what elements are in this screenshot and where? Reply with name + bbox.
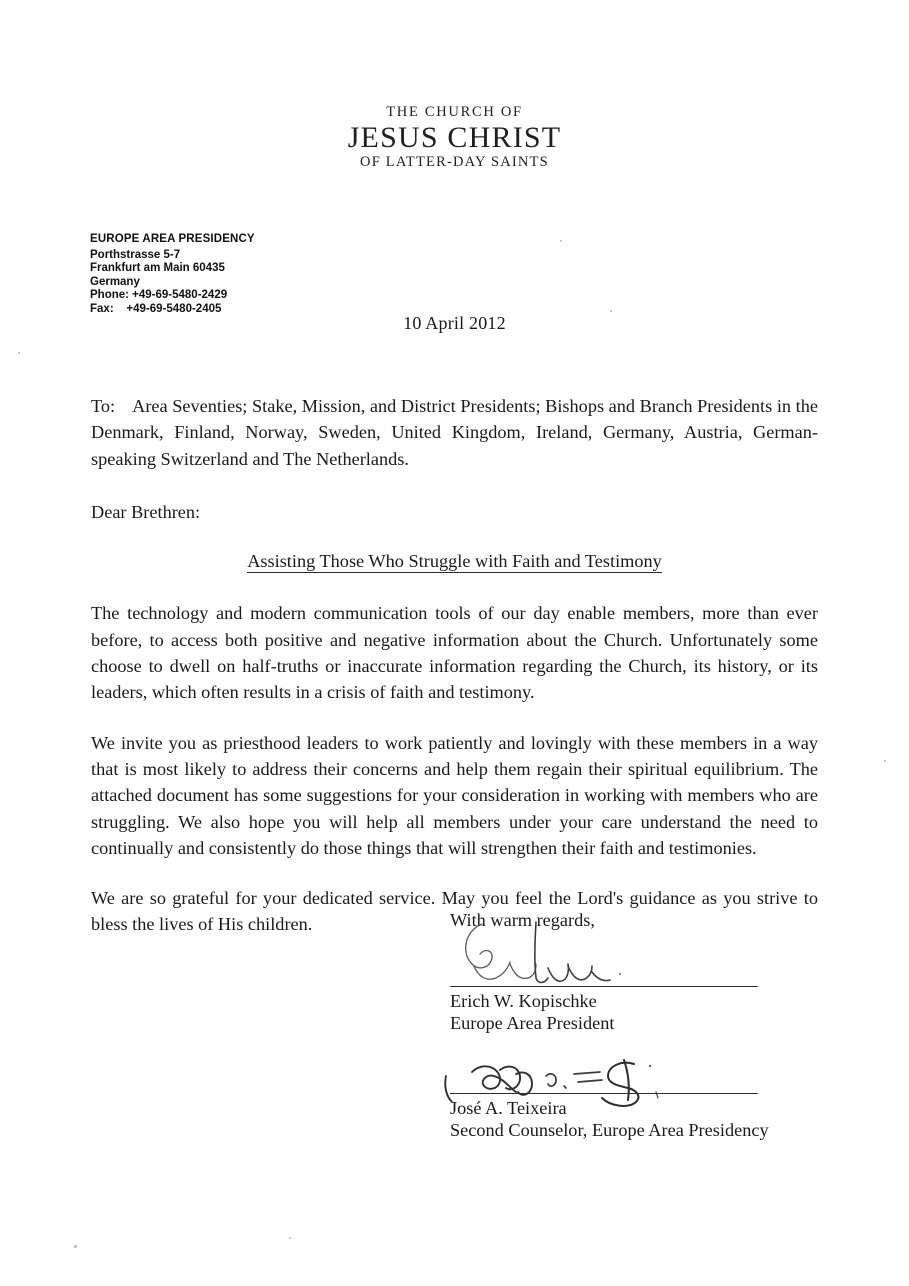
address-country: Germany: [90, 275, 140, 288]
scan-speckle: [74, 1245, 77, 1248]
subject-heading: [91, 525, 818, 579]
signatory-title: Europe Area President: [450, 1013, 615, 1033]
letter-date: 10 April 2012: [403, 313, 506, 333]
scan-speckle: [560, 240, 562, 242]
signatory-name: Erich W. Kopischke: [450, 991, 597, 1011]
salutation: Dear Brethren:: [91, 501, 201, 522]
scan-speckle: [610, 310, 612, 312]
address-city: Frankfurt am Main 60435: [90, 262, 225, 275]
scan-speckle: [289, 1237, 291, 1239]
subject-heading-text: Assisting Those Who Struggle with Faith and Testimony: [247, 551, 662, 572]
body-paragraph-2: We invite you as priesthood leaders to work patiently and lovingly with these members in a way that is most likely to address their concerns and help them regain their spiritual equilibrium. The attached document has some suggestions for your consideration in working with members who are struggling. We also hope you will help all members under your care understand the need to continually and consistently do those things that will strengthen their faith and testimonies.: [91, 732, 818, 858]
address-presidency-title: EUROPE AREA PRESIDENCY: [90, 233, 255, 245]
body-paragraph-3: We are so grateful for your dedicated service. May you feel the Lord's guidance as you strive to bless the lives of His children.: [91, 888, 818, 935]
recipient-list: Area Seventies; Stake, Mission, and District Presidents; Bishops and Branch Presidents in the Denmark, Finland, Norway, Sweden, United Kingdom, Ireland, Germany, Austria, German-speaking Switzerland and The Netherlands.: [91, 396, 818, 469]
sender-address-block: [90, 232, 255, 316]
letter-body: [91, 393, 818, 962]
address-phone: Phone: +49-69-5480-2429: [90, 289, 228, 302]
body-paragraph-1: The technology and modern communication tools of our day enable members, more than ever before, to access both positive and negative information about the Church. Unfortunately some choose to dwell on half-truths or inaccurate information regarding the Church, its history, or its leaders, which often results in a crisis of faith and testimony.: [91, 603, 818, 703]
address-street: Porthstrasse 5-7: [90, 249, 181, 261]
signature-block-kopischke: [450, 986, 770, 1034]
signatory-title: Second Counselor, Europe Area Presidency: [450, 1120, 769, 1140]
recipient-label: To:: [91, 396, 116, 416]
signatory-name: José A. Teixeira: [450, 1098, 567, 1118]
letterhead-line-church-of: THE CHURCH OF: [386, 104, 523, 120]
scan-speckle: [18, 352, 20, 354]
recipient-block: [91, 393, 818, 472]
closing-salutation: With warm regards,: [450, 910, 595, 930]
letterhead-line-jesus-christ: JESUS CHRIST: [347, 121, 562, 154]
scan-speckle: [884, 760, 886, 762]
address-fax: Fax: +49-69-5480-2405: [90, 302, 222, 315]
signature-block-teixeira: [450, 1093, 770, 1141]
letterhead: [0, 104, 909, 171]
letterhead-line-latter-day-saints: OF LATTER-DAY SAINTS: [360, 154, 549, 170]
